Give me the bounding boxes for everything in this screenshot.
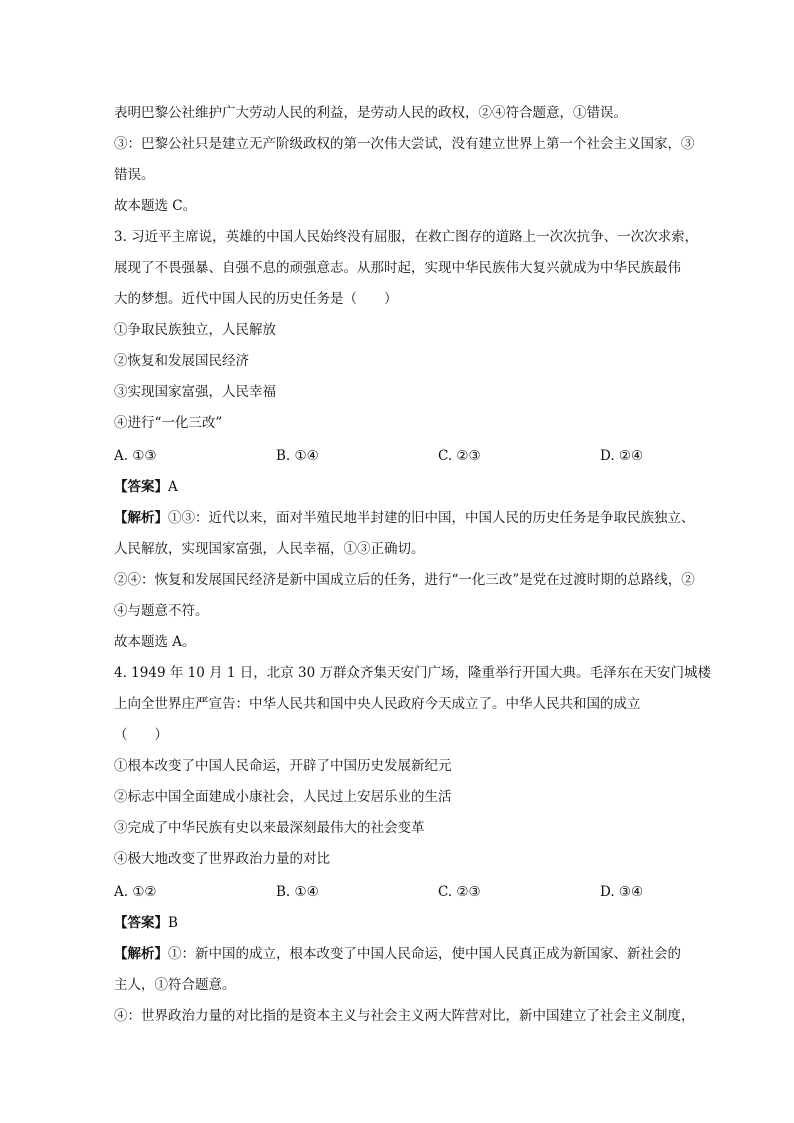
- text-line: 错误。: [114, 167, 155, 183]
- question-3-stem: 大的梦想。近代中国人民的历史任务是（ ）: [114, 291, 398, 307]
- question-4-option-b: B. ①④: [276, 884, 319, 900]
- question-4-option-c: C. ②③: [438, 884, 481, 900]
- question-3-analysis: [114, 508, 714, 528]
- question-4-stem: 4. 1949 年 10 月 1 日，北京 30 万群众齐集天安门广场，隆重举行开国大典。毛泽东在天安门城楼: [114, 665, 712, 681]
- question-3-answer: [114, 477, 714, 497]
- question-4-option-a: A. ①②: [114, 884, 157, 900]
- question-3-item: ④进行“一化三改”: [114, 415, 223, 431]
- question-4-stem: （ ）: [114, 727, 168, 743]
- text-line: ④：世界政治力量的对比指的是资本主义与社会主义两大阵营对比，新中国建立了社会主义制度，: [114, 1008, 695, 1024]
- question-4-answer: [114, 913, 714, 933]
- answer-value: B: [168, 915, 178, 931]
- analysis-text: ①：新中国的成立，根本改变了中国人民命运，使中国人民真正成为新国家、新社会的: [168, 946, 681, 962]
- answer-tag: 【答案】: [114, 915, 168, 931]
- text-line: 主人，①符合题意。: [114, 977, 236, 993]
- question-4-item: ③完成了中华民族有史以来最深刻最伟大的社会变革: [114, 820, 425, 836]
- text-line: ④与题意不符。: [114, 603, 209, 619]
- question-4-item: ②标志中国全面建成小康社会，人民过上安居乐业的生活: [114, 789, 452, 805]
- text-line: ②④：恢复和发展国民经济是新中国成立后的任务，进行“一化三改”是党在过渡时期的总路线，②: [114, 572, 695, 588]
- text-line: 人民解放，实现国家富强，人民幸福，①③正确切。: [114, 541, 425, 557]
- question-4-item: ①根本改变了中国人民命运，开辟了中国历史发展新纪元: [114, 758, 452, 774]
- answer-value: A: [168, 479, 178, 495]
- text-line: 故本题选 A。: [114, 634, 196, 650]
- analysis-text: ①③：近代以来，面对半殖民地半封建的旧中国，中国人民的历史任务是争取民族独立、: [168, 510, 695, 526]
- text-line: 表明巴黎公社维护广大劳动人民的利益，是劳动人民的政权，②④符合题意，①错误。: [114, 105, 627, 121]
- question-3-item: ②恢复和发展国民经济: [114, 353, 249, 369]
- question-3-item: ①争取民族独立，人民解放: [114, 322, 276, 338]
- analysis-tag: 【解析】: [114, 510, 168, 526]
- question-3-stem: 展现了不畏强暴、自强不息的顽强意志。从那时起，实现中华民族伟大复兴就成为中华民族最伟: [114, 260, 681, 276]
- text-line: 故本题选 C。: [114, 198, 197, 214]
- answer-tag: 【答案】: [114, 479, 168, 495]
- question-3-stem: 3. 习近平主席说，英雄的中国人民始终没有屈服，在救亡图存的道路上一次次抗争、一次次求索，: [114, 229, 699, 245]
- question-3-option-c: C. ②③: [438, 448, 481, 464]
- question-4-stem: 上向全世界庄严宣告：中华人民共和国中央人民政府今天成立了。中华人民共和国的成立: [114, 696, 641, 712]
- question-4-analysis: [114, 944, 714, 964]
- analysis-tag: 【解析】: [114, 946, 168, 962]
- question-4-option-d: D. ③④: [600, 884, 644, 900]
- question-4-item: ④极大地改变了世界政治力量的对比: [114, 851, 330, 867]
- question-3-option-b: B. ①④: [276, 448, 319, 464]
- question-3-item: ③实现国家富强，人民幸福: [114, 384, 276, 400]
- question-3-option-d: D. ②④: [600, 448, 644, 464]
- question-3-option-a: A. ①③: [114, 448, 157, 464]
- text-line: ③：巴黎公社只是建立无产阶级政权的第一次伟大尝试，没有建立世界上第一个社会主义国家，③: [114, 136, 695, 152]
